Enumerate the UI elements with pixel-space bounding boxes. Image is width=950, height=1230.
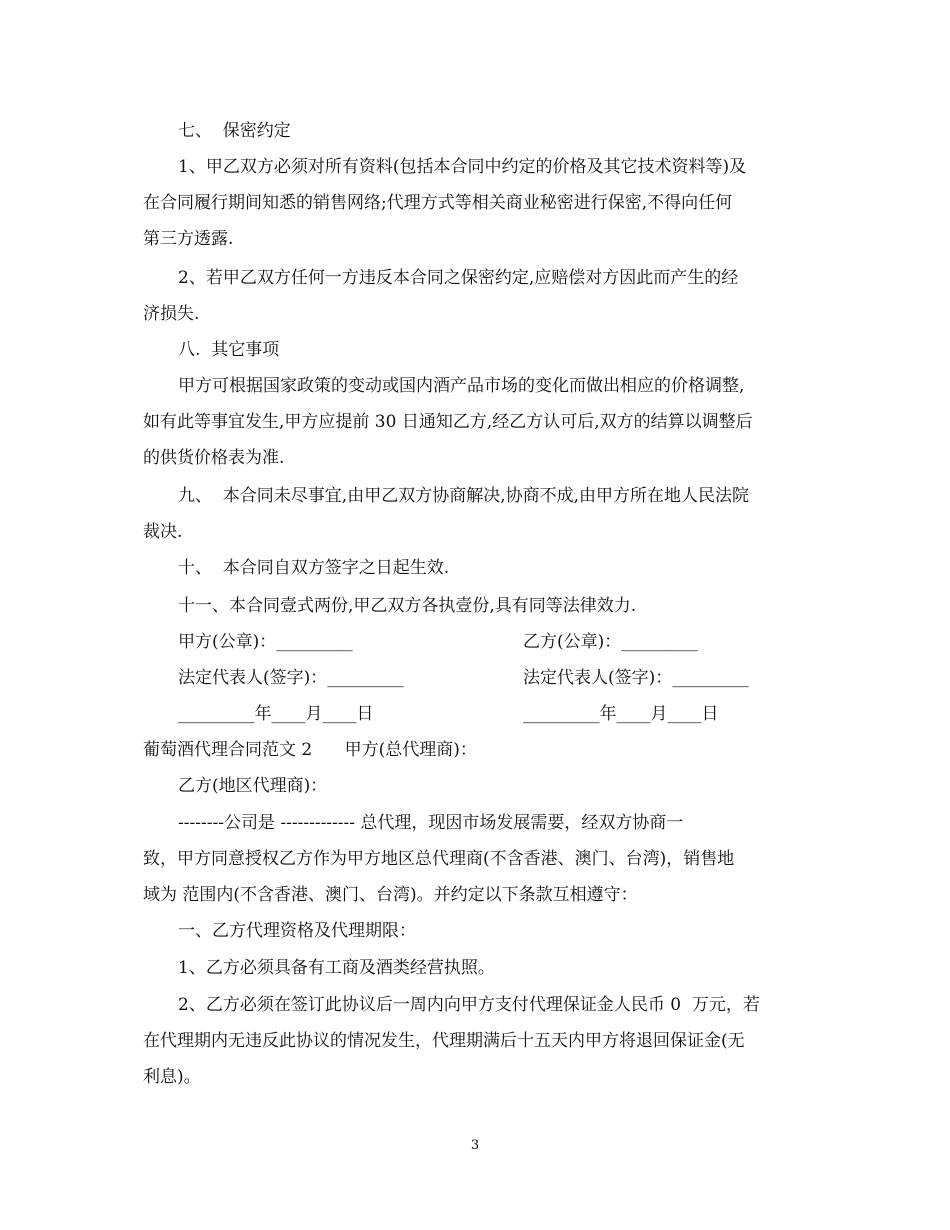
party-a-date-line: _________年____月____日 bbox=[178, 704, 374, 724]
paragraph-line: 裁决. bbox=[143, 522, 183, 542]
paragraph-line: 利息)。 bbox=[143, 1067, 201, 1087]
party-b-seal-line: 乙方(公章)：_________ bbox=[523, 632, 698, 652]
party-a-seal-line: 甲方(公章)：_________ bbox=[178, 632, 353, 652]
paragraph-line: 域为 范围内(不含香港、澳门、台湾)。并约定以下条款互相遵守： bbox=[143, 885, 638, 905]
paragraph-line: 甲方可根据国家政策的变动或国内酒产品市场的变化而做出相应的价格调整, bbox=[178, 376, 745, 396]
section-1-heading: 一、乙方代理资格及代理期限： bbox=[178, 921, 416, 941]
paragraph-line: 1、甲乙双方必须对所有资料(包括本合同中约定的价格及其它技术资料等)及 bbox=[178, 157, 747, 177]
section-8-heading: 八. 其它事项 bbox=[178, 340, 280, 360]
paragraph-line: 在代理期内无违反此协议的情况发生，代理期满后十五天内甲方将退回保证金(无 bbox=[143, 1031, 745, 1051]
paragraph-line: 第三方透露. bbox=[143, 229, 234, 249]
party-a-representative-line: 法定代表人(签字)：_________ bbox=[178, 668, 404, 688]
section-10-line: 十、 本合同自双方签字之日起生效. bbox=[178, 558, 450, 578]
party-b-date-line: _________年____月____日 bbox=[523, 704, 719, 724]
party-b-line: 乙方(地区代理商)： bbox=[178, 776, 328, 796]
paragraph-line: --------公司是 ------------- 总代理，现因市场发展需要，经双方协商一 bbox=[178, 813, 684, 833]
party-b-representative-line: 法定代表人(签字)：_________ bbox=[523, 668, 749, 688]
paragraph-line: 济损失. bbox=[143, 304, 200, 324]
contract-title-line: 葡萄酒代理合同范文 2 甲方(总代理商)： bbox=[143, 740, 477, 760]
paragraph-line: 如有此等事宜发生,甲方应提前 30 日通知乙方,经乙方认可后,双方的结算以调整后 bbox=[143, 412, 753, 432]
section-11-line: 十一、本合同壹式两份,甲乙双方各执壹份,具有同等法律效力. bbox=[178, 596, 637, 616]
section-7-heading: 七、 保密约定 bbox=[178, 121, 291, 141]
paragraph-line: 2、若甲乙双方任何一方违反本合同之保密约定,应赔偿对方因此而产生的经 bbox=[178, 268, 739, 288]
paragraph-line: 的供货价格表为准. bbox=[143, 448, 285, 468]
paragraph-line: 致，甲方同意授权乙方作为甲方地区总代理商(不含香港、澳门、台湾)，销售地 bbox=[143, 849, 735, 869]
paragraph-line: 在合同履行期间知悉的销售网络;代理方式等相关商业秘密进行保密,不得向任何 bbox=[143, 193, 733, 213]
paragraph-line: 2、乙方必须在签订此协议后一周内向甲方支付代理保证金人民币 0 万元，若 bbox=[178, 995, 760, 1015]
paragraph-line: 1、乙方必须具备有工商及酒类经营执照。 bbox=[178, 958, 495, 978]
section-9-line: 九、 本合同未尽事宜,由甲乙双方协商解决,协商不成,由甲方所在地人民法院 bbox=[178, 486, 750, 506]
page-number: 3 bbox=[470, 1138, 480, 1153]
